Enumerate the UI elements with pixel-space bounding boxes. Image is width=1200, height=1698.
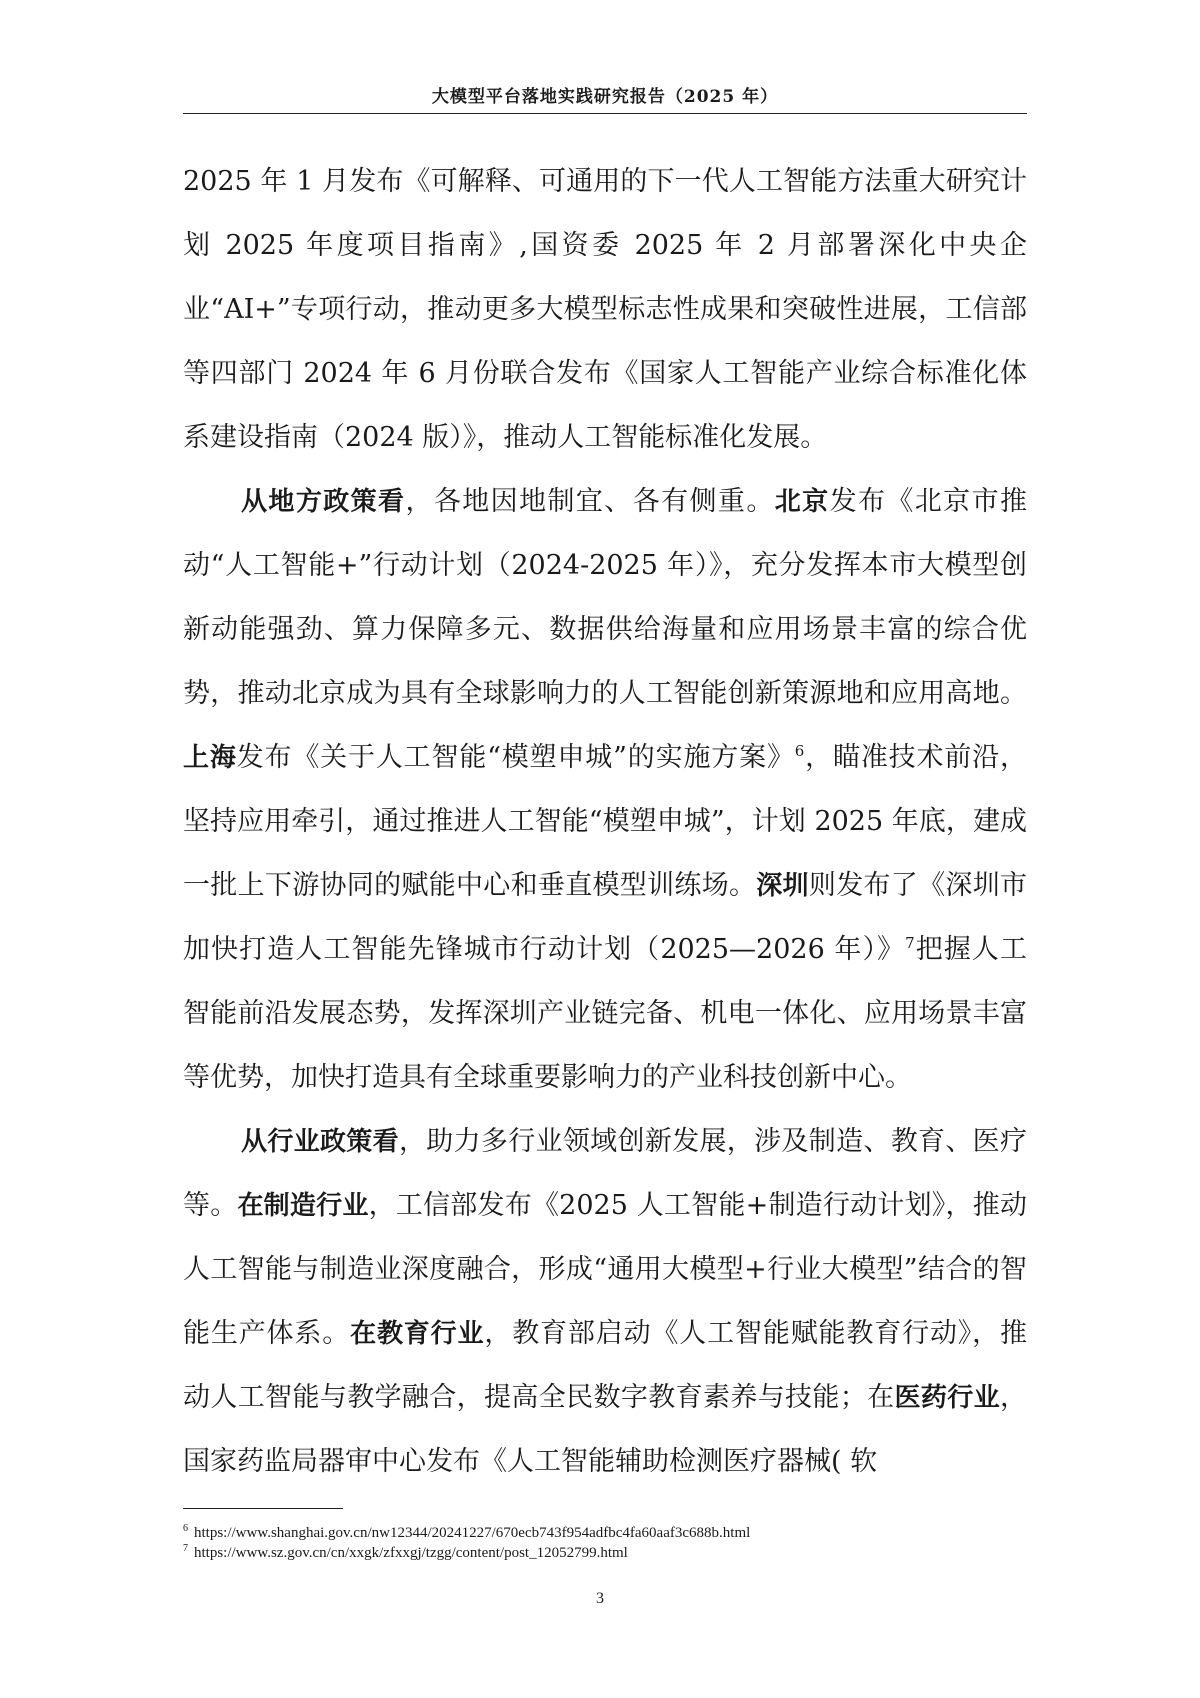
text-run: ，工信部发布《2025 人工智能+制造行动计划》，推动人工智能与制造业深度融合，形成“通用大模型+行业大模型”结合的智能生产体系。 [183, 1190, 1027, 1349]
footnote-rule [183, 1508, 343, 1509]
footnotes [183, 1523, 1043, 1563]
text-run: ，各地因地制宜、各有侧重。 [405, 486, 775, 517]
header-rule [183, 113, 1027, 114]
paragraph-industry-policy [183, 1110, 1027, 1494]
text-run: ，瞄准技术前沿，坚持应用牵引，通过推进人工智能“模塑申城”，计划 2025 年底，建成一批上下游协同的赋能中心和垂直模型训练场。 [183, 742, 1027, 901]
keyword-emphasis: 从行业政策看 [241, 1127, 399, 1157]
footnote-7 [183, 1543, 1043, 1563]
footnote-mark: 6 [183, 1523, 188, 1534]
text-run: ，助力多行业领域创新发展，涉及制造、教育、医疗等。 [183, 1126, 1027, 1221]
footnote-mark: 7 [183, 1543, 188, 1554]
running-header: 大模型平台落地实践研究报告（2025 年） [431, 87, 779, 107]
body-text [183, 150, 1027, 1494]
keyword-emphasis: 从地方政策看 [241, 487, 406, 517]
text-run: ，教育部启动《人工智能赋能教育行动》，推动人工智能与教学融合，提高全民数字教育素养与技能；在 [183, 1318, 1027, 1413]
footnote-reference: 7 [905, 934, 915, 952]
footnote-url[interactable]: https://www.sz.gov.cn/cn/xxgk/zfxxgj/tzgg/content/post_12052799.html [194, 1545, 628, 1561]
text-run: 则发布了《深圳市加快打造人工智能先锋城市行动计划（2025—2026 年）》 [183, 870, 1028, 965]
text-run: 发布《北京市推动“人工智能+”行动计划（2024-2025 年）》，充分发挥本市大模型创新动能强劲、算力保障多元、数据供给海量和应用场景丰富的综合优势，推动北京成为具有全球影响力的人工智能创新策源地和应用高地。 [183, 486, 1027, 709]
footnote-url[interactable]: https://www.shanghai.gov.cn/nw12344/20241227/670ecb743f954adfbc4fa60aaf3c688b.html [194, 1525, 751, 1541]
paragraph-national-policy [183, 150, 1027, 470]
keyword-emphasis: 医药行业 [894, 1383, 1000, 1413]
footnote-6 [183, 1523, 1043, 1543]
keyword-emphasis: 上海 [183, 743, 237, 773]
keyword-emphasis: 深圳 [756, 871, 809, 901]
text-run: 2025 年 1 月发布《可解释、可通用的下一代人工智能方法重大研究计划 2025 年度项目指南》,国资委 2025 年 2 月部署深化中央企业“AI+”专项行动，推动更多大模型标志性成果和突破性进展，工信部等四部门 2024 年 6 月份联合发布《国家人工智能产业综合标准化体系建设指南（2024 版）》，推动人工智能标准化发展。 [183, 166, 1027, 453]
paragraph-local-policy [183, 470, 1027, 1110]
footnote-reference: 6 [794, 742, 805, 760]
text-run: 把握人工智能前沿发展态势，发挥深圳产业链完备、机电一体化、应用场景丰富等优势，加快打造具有全球重要影响力的产业科技创新中心。 [183, 934, 1027, 1093]
keyword-emphasis: 在制造行业 [237, 1191, 369, 1221]
keyword-emphasis: 在教育行业 [350, 1319, 485, 1349]
page-number: 3 [596, 1590, 604, 1607]
keyword-emphasis: 北京 [774, 487, 830, 517]
text-run: ，国家药监局器审中心发布《人工智能辅助检测医疗器械( 软 [183, 1382, 1027, 1477]
text-run: 发布《关于人工智能“模塑申城”的实施方案》 [236, 742, 795, 773]
